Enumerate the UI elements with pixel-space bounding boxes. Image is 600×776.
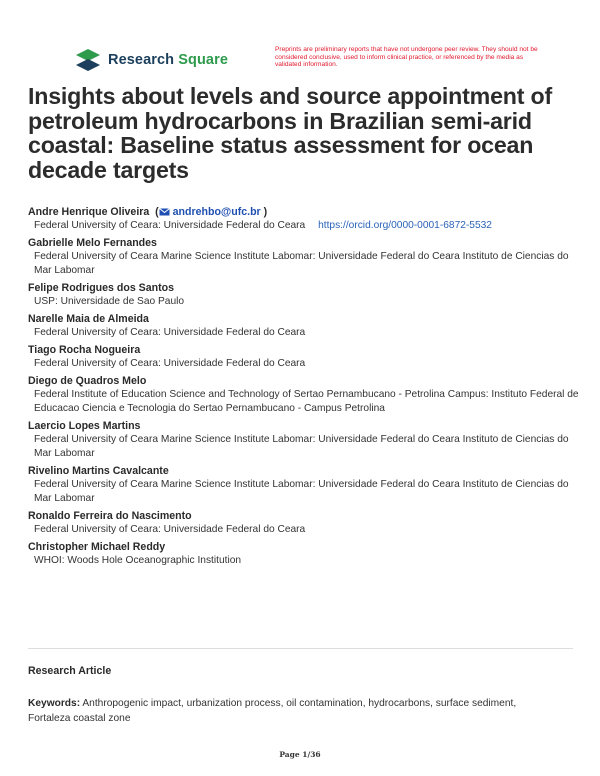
logo-word-research: Research [108,52,175,68]
author-name: Felipe Rodrigues dos Santos [28,282,174,294]
author-entry [28,420,588,461]
orcid-link[interactable]: https://orcid.org/0000-0001-6872-5532 [318,220,492,231]
research-square-logo-icon [74,47,102,73]
author-affiliation: Federal University of Ceara Marine Science Institute Labomar: Universidade Federal do Ceara Instituto de Ciencias do Mar Labomar [34,434,569,459]
author-name: Tiago Rocha Nogueira [28,344,141,356]
research-square-logo[interactable] [74,47,228,73]
keywords-text: Anthropogenic impact, urbanization process, oil contamination, hydrocarbons, surface sediment, Fortaleza coastal zone [28,698,517,724]
author-affiliation: Federal University of Ceara Marine Science Institute Labomar: Universidade Federal do Ceara Instituto de Ciencias do Mar Labomar [34,479,569,504]
author-entry [28,344,588,371]
keywords [28,696,548,726]
author-entry [28,313,588,340]
author-affiliation [28,219,588,233]
logo-word-square: Square [178,52,228,68]
author-name: Rivelino Martins Cavalcante [28,465,169,477]
author-entry [28,206,588,233]
mail-icon [159,208,170,216]
paper-title: Insights about levels and source appointment of petroleum hydrocarbons in Brazilian semi-arid coastal: Baseline status assessment for ocean decade targets [28,83,552,183]
author-affiliation: USP: Universidade de Sao Paulo [34,296,185,307]
author-entry [28,282,588,309]
author-name: Laercio Lopes Martins [28,420,141,432]
author-name: Diego de Quadros Melo [28,375,147,387]
author-affiliation: WHOI: Woods Hole Oceanographic Institution [34,555,242,566]
author-affiliation: Federal University of Ceara Marine Science Institute Labomar: Universidade Federal do Ceara Instituto de Ciencias do Mar Labomar [34,251,569,276]
author-name: Andre Henrique Oliveira ( andrehbo@ufc.br ) [28,206,268,218]
section-divider [28,648,573,649]
author-affiliation: Federal University of Ceara: Universidade Federal do Ceara [34,524,306,535]
author-list [28,206,588,572]
author-name: Ronaldo Ferreira do Nascimento [28,510,192,522]
author-entry [28,510,588,537]
author-name-text: Andre Henrique Oliveira [28,206,150,218]
article-type: Research Article [28,665,112,677]
author-affiliation: Federal University of Ceara: Universidade Federal do Ceara [34,327,306,338]
author-entry [28,375,588,416]
author-name: Gabrielle Melo Fernandes [28,237,157,249]
preprint-notice: Preprints are preliminary reports that have not undergone peer review. They should not be considered conclusive, used to inform clinical practice, or referenced by the media as validated information. [275,46,538,69]
author-entry [28,541,588,568]
author-affiliation: Federal Institute of Education Science and Technology of Sertao Pernambucano - Petrolina Campus: Instituto Federal de Educacao Ciencia e Tecnologia do Sertao Pernambucano - Campus Petrolina [34,389,579,414]
affiliation-text: Federal University of Ceara: Universidade Federal do Ceara [34,220,306,231]
author-entry [28,237,588,278]
author-affiliation: Federal University of Ceara: Universidade Federal do Ceara [34,358,306,369]
logo-text [108,52,228,68]
author-name: Christopher Michael Reddy [28,541,166,553]
author-email-link[interactable]: andrehbo@ufc.br [172,206,261,218]
author-entry [28,465,588,506]
author-name: Narelle Maia de Almeida [28,313,149,325]
page-number: Page 1/36 [279,750,321,759]
keywords-label: Keywords: [28,698,81,709]
